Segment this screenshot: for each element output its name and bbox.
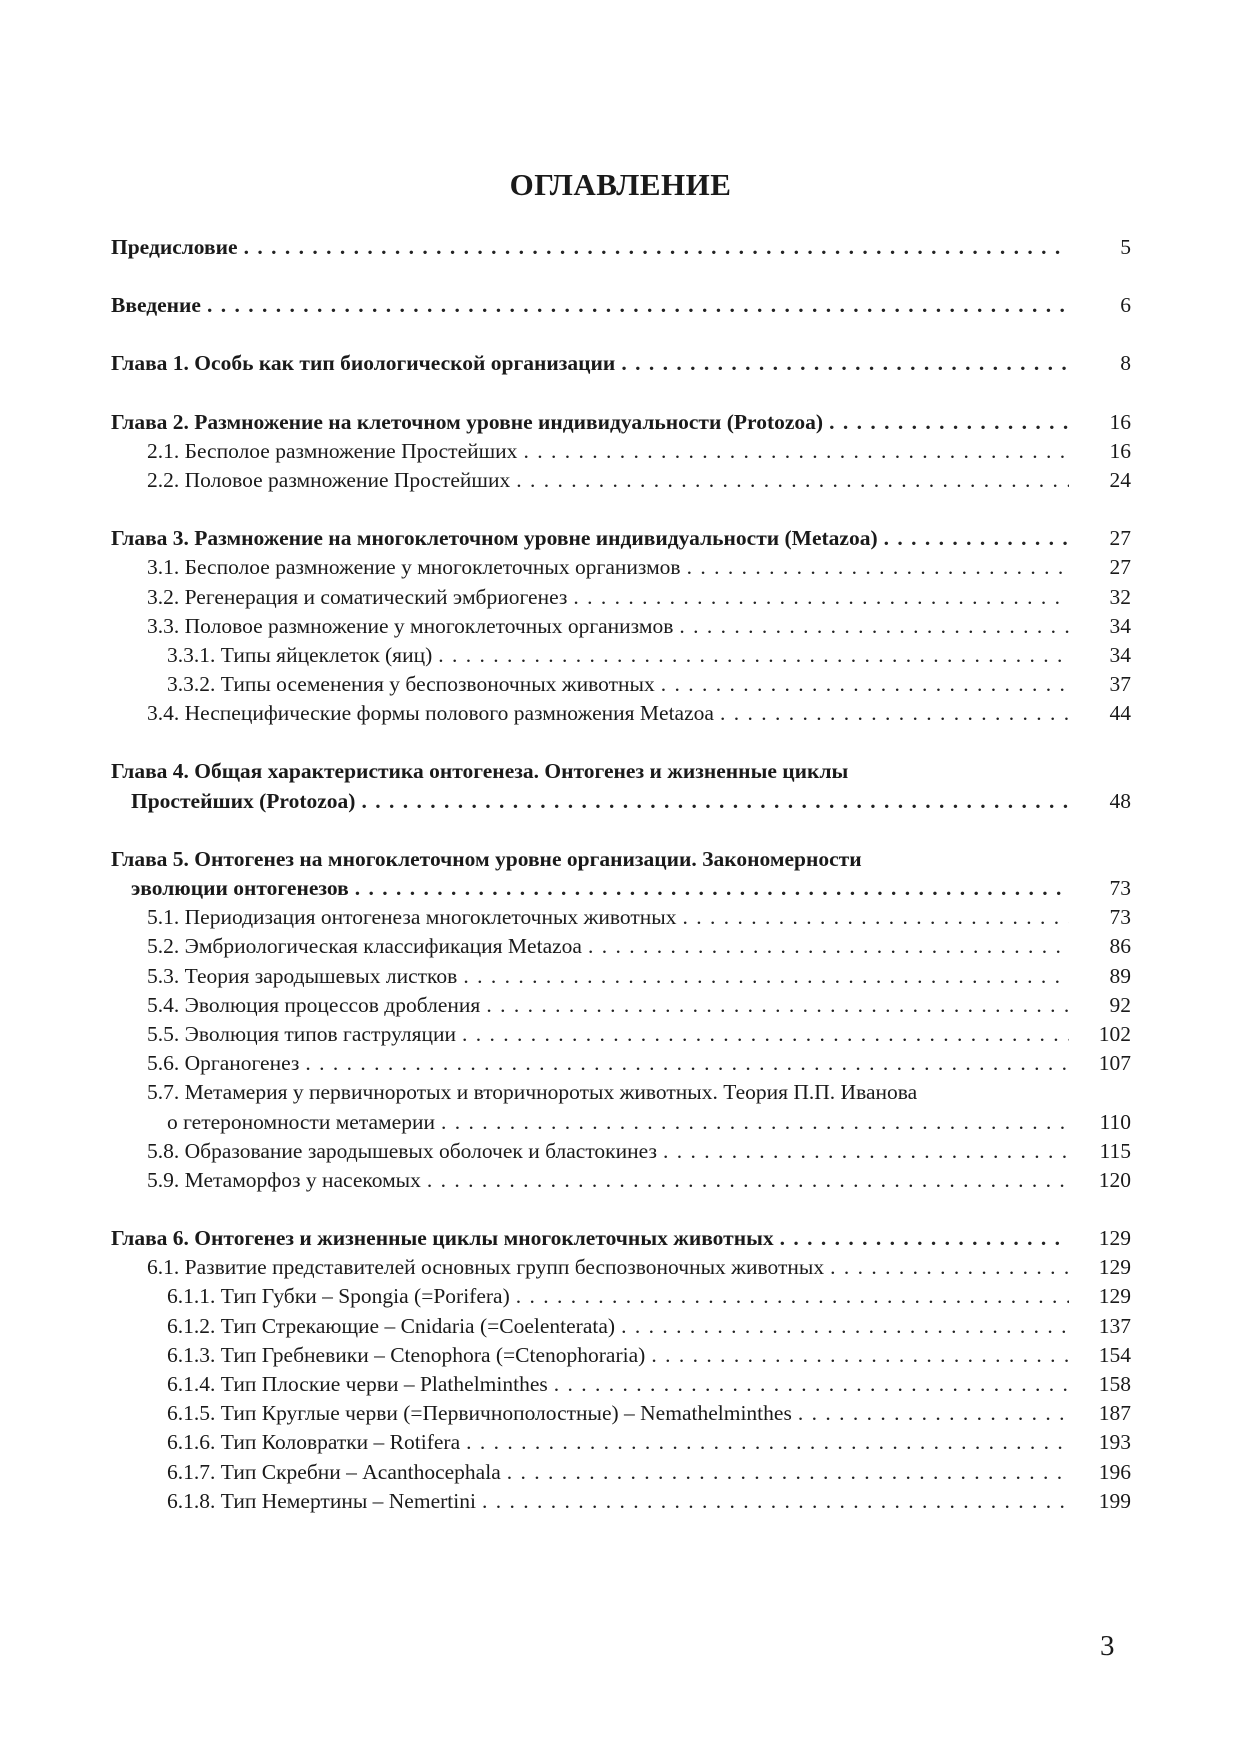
toc-entry[interactable] (111, 962, 1131, 991)
toc-entry-text: о гетерономности метамерии (167, 1109, 435, 1134)
dot-leader (441, 1108, 1069, 1137)
toc-entry-text: 5.8. Образование зародышевых оболочек и бластокинез (147, 1138, 657, 1163)
toc-entry-page: 37 (1109, 672, 1131, 697)
toc-entry-page: 120 (1098, 1167, 1131, 1192)
toc-entry-text: 3.4. Неспецифические формы полового размножения Metazoa (147, 701, 714, 726)
toc-entry-page: 199 (1098, 1488, 1131, 1513)
toc-entry[interactable] (111, 524, 1131, 553)
toc-entry[interactable] (111, 1224, 1131, 1253)
toc-entry-text: 6.1.2. Тип Стрекающие – Cnidaria (=Coelenterata) (167, 1313, 616, 1338)
dot-leader (780, 1224, 1069, 1253)
toc-entry-text: 5.1. Периодизация онтогенеза многоклеточных животных (147, 905, 677, 930)
toc-entry-heading[interactable] (111, 845, 1131, 874)
dot-leader (244, 233, 1069, 262)
toc-entry-page: 16 (1109, 438, 1131, 463)
dot-leader (462, 1020, 1069, 1049)
dot-leader (798, 1399, 1069, 1428)
toc-entry-text: эволюции онтогенезов (131, 876, 349, 900)
toc-entry[interactable] (111, 641, 1131, 670)
toc-entry[interactable] (111, 1428, 1131, 1457)
toc-entry-page: 129 (1098, 1255, 1131, 1280)
toc-entry[interactable] (111, 1253, 1131, 1282)
dot-leader (573, 583, 1069, 612)
toc-entry-text: Глава 3. Размножение на многоклеточном уровне индивидуальности (Metazoa) (111, 526, 878, 551)
toc-entry-page: 158 (1098, 1372, 1131, 1396)
toc-entry-text: 3.3.1. Типы яйцеклеток (яиц) (167, 642, 433, 667)
toc-entry-page: 187 (1098, 1401, 1131, 1426)
toc-entry-text: Введение (111, 293, 201, 318)
toc-entry-heading[interactable] (111, 1078, 1131, 1107)
toc-entry-page: 73 (1109, 876, 1131, 900)
toc-entry-text: 5.4. Эволюция процессов дробления (147, 992, 481, 1017)
toc-entry-text: 3.2. Регенерация и соматический эмбриогенез (147, 584, 568, 609)
dot-leader (651, 1341, 1069, 1370)
toc-entry-page: 27 (1109, 526, 1131, 551)
dot-leader (438, 641, 1069, 670)
toc-entry-text: 6.1.1. Тип Губки – Spongia (=Porifera) (167, 1284, 510, 1309)
toc-entry-page: 8 (1120, 351, 1131, 376)
toc-entry-text: 6.1.5. Тип Круглые черви (=Первичнополостные) – Nemathelminthes (167, 1401, 792, 1426)
toc-entry[interactable] (111, 291, 1131, 320)
toc-entry-text: Простейших (Protozoa) (131, 788, 356, 813)
toc-entry[interactable] (111, 233, 1131, 262)
toc-entry[interactable] (111, 1341, 1131, 1370)
dot-leader (830, 1253, 1069, 1282)
toc-entry-page: 24 (1109, 467, 1131, 492)
toc-entry-text: 5.7. Метамерия у первичноротых и вторичноротых животных. Теория П.П. Иванова (147, 1080, 918, 1105)
toc-entry-continuation[interactable] (111, 874, 1131, 903)
dot-leader (361, 787, 1069, 816)
dot-leader (516, 1282, 1069, 1311)
toc-entry-heading[interactable] (111, 757, 1131, 786)
toc-entry[interactable] (111, 1487, 1131, 1516)
dot-leader (355, 874, 1069, 903)
dot-leader (207, 291, 1069, 320)
toc-entry-text: Глава 1. Особь как тип биологической организации (111, 351, 616, 376)
dot-leader (687, 553, 1069, 582)
dot-leader (486, 991, 1069, 1020)
toc-entry[interactable] (111, 408, 1131, 437)
toc-entry-text: 2.2. Половое размножение Простейших (147, 467, 511, 492)
toc-entry-page: 32 (1109, 584, 1131, 609)
toc-entry-text: 6.1.8. Тип Немертины – Nemertini (167, 1488, 476, 1513)
dot-leader (720, 699, 1069, 728)
toc-entry-page: 115 (1099, 1138, 1131, 1163)
toc-entry-text: 6.1.3. Тип Гребневики – Ctenophora (=Ctenophoraria) (167, 1342, 646, 1367)
dot-leader (621, 1312, 1069, 1341)
toc-entry-page: 44 (1109, 701, 1131, 726)
toc-entry-text: 6.1.4. Тип Плоские черви – Plathelminthes (167, 1372, 548, 1396)
toc-entry-page: 6 (1120, 293, 1131, 318)
toc-entry[interactable] (111, 349, 1131, 378)
toc-entry[interactable] (111, 612, 1131, 641)
toc-entry[interactable] (111, 1166, 1131, 1195)
toc-entry-text: 6.1.7. Тип Скребни – Acanthocephala (167, 1459, 501, 1484)
toc-entry-text: 3.1. Бесполое размножение у многоклеточных организмов (147, 555, 681, 580)
toc-entry-page: 193 (1098, 1430, 1131, 1455)
dot-leader (679, 612, 1069, 641)
toc-entry-continuation[interactable] (111, 1108, 1131, 1137)
toc-entry-text: Глава 2. Размножение на клеточном уровне индивидуальности (Protozoa) (111, 409, 824, 434)
toc-entry-text: Предисловие (111, 235, 238, 259)
toc-entry-text: 5.5. Эволюция типов гаструляции (147, 1021, 457, 1046)
toc-entry-page: 34 (1109, 642, 1131, 667)
table-of-contents (111, 233, 1131, 1516)
toc-entry-text: 5.6. Органогенез (147, 1051, 300, 1076)
dot-leader (683, 903, 1070, 932)
dot-leader (463, 962, 1069, 991)
dot-leader (305, 1049, 1069, 1078)
toc-entry-text: 3.3.2. Типы осеменения у беспозвоночных животных (167, 672, 655, 697)
toc-entry-text: 5.3. Теория зародышевых листков (147, 963, 458, 988)
toc-entry[interactable] (111, 1458, 1131, 1487)
toc-entry[interactable] (111, 1049, 1131, 1078)
dot-leader (588, 932, 1069, 961)
toc-entry[interactable] (111, 903, 1131, 932)
toc-entry[interactable] (111, 991, 1131, 1020)
toc-entry[interactable] (111, 553, 1131, 582)
toc-entry-page: 34 (1109, 613, 1131, 638)
toc-entry-page: 129 (1098, 1284, 1131, 1309)
toc-entry[interactable] (111, 670, 1131, 699)
dot-leader (663, 1137, 1069, 1166)
dot-leader (621, 349, 1069, 378)
dot-leader (507, 1458, 1069, 1487)
toc-entry-page: 196 (1098, 1459, 1131, 1484)
toc-entry-page: 16 (1109, 409, 1131, 434)
toc-entry-text: Глава 4. Общая характеристика онтогенеза. Онтогенез и жизненные циклы (111, 759, 849, 784)
page-number: 3 (1100, 1630, 1115, 1662)
toc-entry-page: 102 (1098, 1021, 1131, 1046)
toc-entry[interactable] (111, 466, 1131, 495)
toc-entry[interactable] (111, 1137, 1131, 1166)
dot-leader (466, 1428, 1069, 1457)
toc-entry-text: 6.1. Развитие представителей основных групп беспозвоночных животных (147, 1255, 825, 1280)
toc-entry-text: 5.9. Метаморфоз у насекомых (147, 1167, 421, 1192)
toc-entry-text: 2.1. Бесполое размножение Простейших (147, 438, 518, 463)
page-title: ОГЛАВЛЕНИЕ (509, 167, 732, 202)
toc-entry-continuation[interactable] (111, 787, 1131, 816)
dot-leader (661, 670, 1069, 699)
dot-leader (516, 466, 1069, 495)
toc-entry-page: 5 (1120, 235, 1131, 259)
toc-entry-page: 137 (1098, 1313, 1131, 1338)
toc-entry-page: 73 (1109, 905, 1131, 930)
toc-entry-page: 86 (1109, 934, 1131, 959)
toc-entry[interactable] (111, 1312, 1131, 1341)
toc-entry-page: 107 (1098, 1051, 1131, 1076)
toc-entry-page: 154 (1098, 1342, 1131, 1367)
toc-entry[interactable] (111, 932, 1131, 961)
toc-entry-text: Глава 5. Онтогенез на многоклеточном уровне организации. Закономерности (111, 846, 862, 871)
dot-leader (554, 1370, 1069, 1399)
toc-entry-text: 5.2. Эмбриологическая классификация Metazoa (147, 934, 582, 959)
toc-entry-page: 92 (1109, 992, 1131, 1017)
dot-leader (427, 1166, 1069, 1195)
dot-leader (884, 524, 1069, 553)
toc-entry-page: 129 (1098, 1226, 1131, 1251)
toc-entry-page: 89 (1109, 963, 1131, 988)
toc-entry[interactable] (111, 1399, 1131, 1428)
toc-entry[interactable] (111, 437, 1131, 466)
dot-leader (482, 1487, 1069, 1516)
toc-entry-text: 3.3. Половое размножение у многоклеточных организмов (147, 613, 674, 638)
toc-entry[interactable] (111, 583, 1131, 612)
toc-entry-page: 110 (1099, 1109, 1131, 1134)
toc-entry[interactable] (111, 1282, 1131, 1311)
toc-entry[interactable] (111, 699, 1131, 728)
toc-entry-text: Глава 6. Онтогенез и жизненные циклы многоклеточных животных (111, 1226, 774, 1251)
toc-entry-page: 48 (1109, 788, 1131, 813)
dot-leader (523, 437, 1069, 466)
dot-leader (829, 408, 1069, 437)
toc-entry-text: 6.1.6. Тип Коловратки – Rotifera (167, 1430, 461, 1455)
toc-entry[interactable] (111, 1020, 1131, 1049)
toc-entry[interactable] (111, 1370, 1131, 1399)
toc-entry-page: 27 (1109, 555, 1131, 580)
